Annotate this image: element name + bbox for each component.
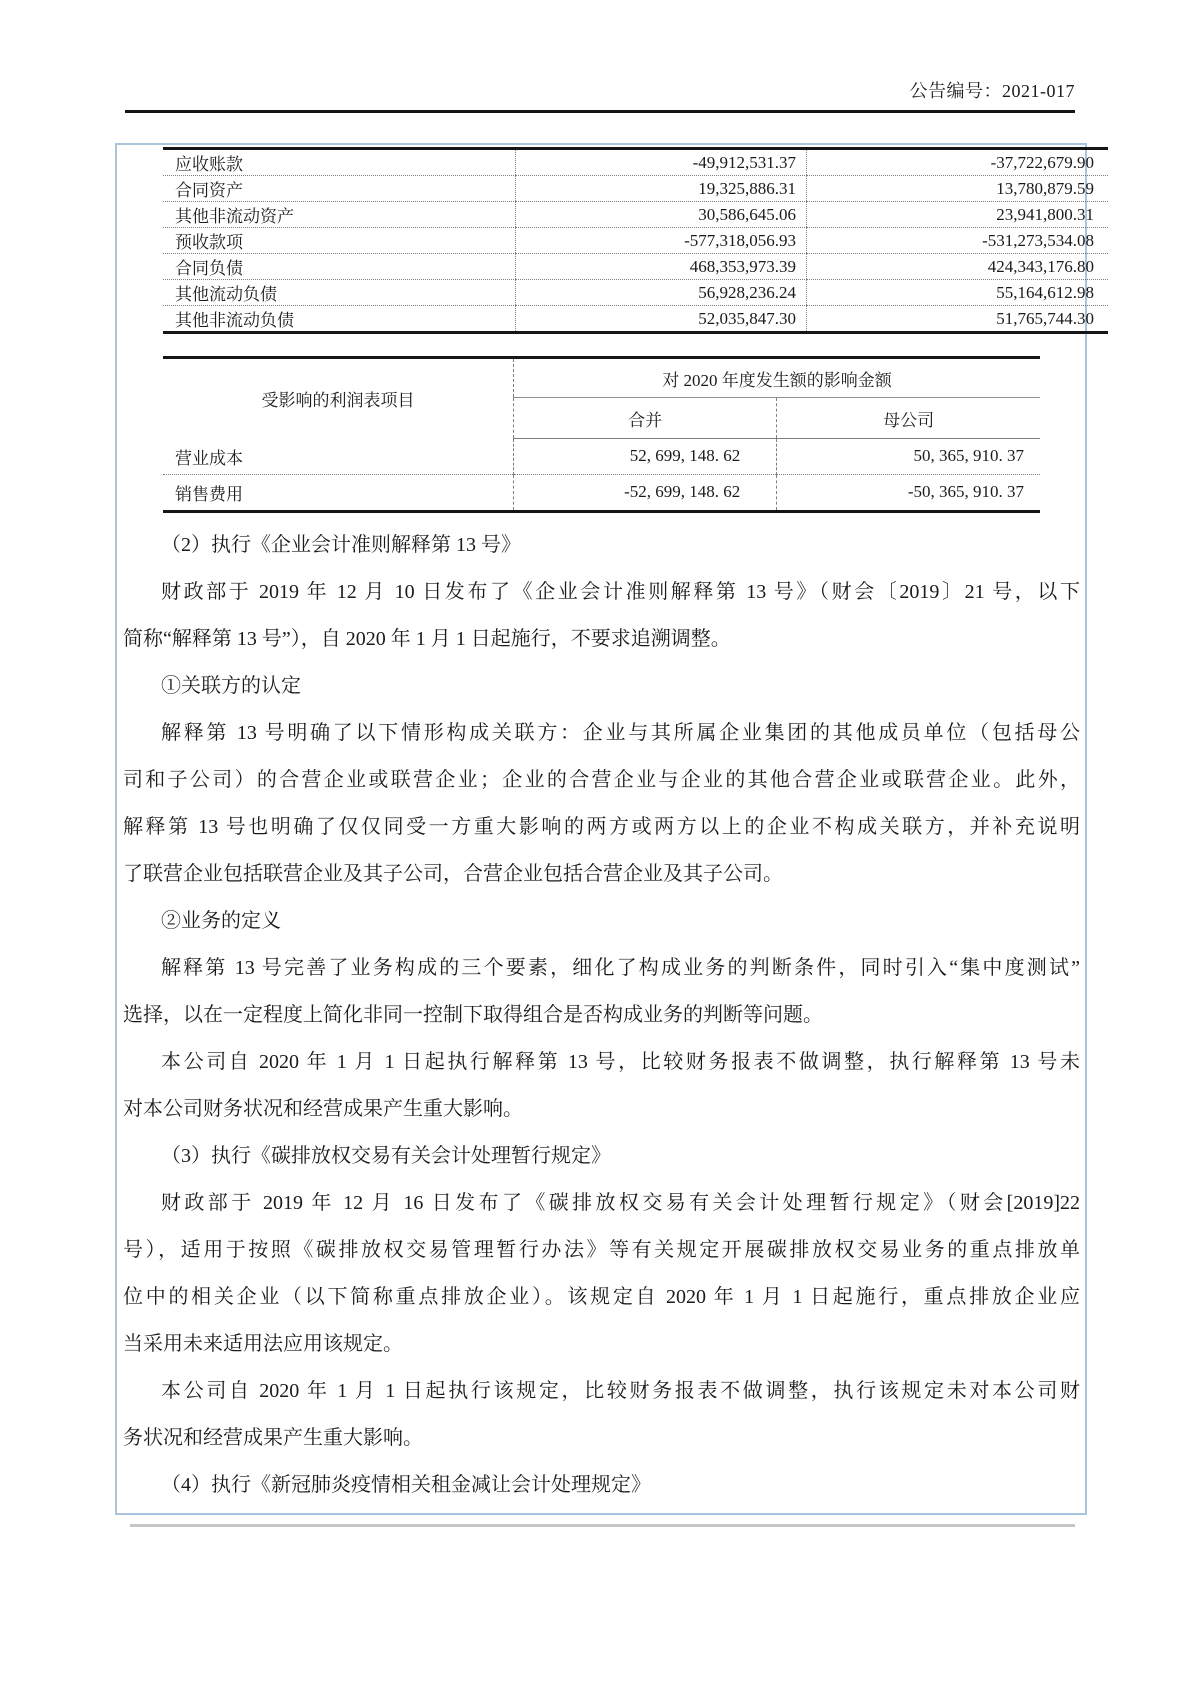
header-span-cell: 对 2020 年度发生额的影响金额 xyxy=(514,358,1041,398)
text-line: 位中的相关企业（以下简称重点排放企业）。该规定自 2020 年 1 月 1 日起施行，重点排放企业应 xyxy=(123,1286,1080,1308)
text-line-heading: （3）执行《碳排放权交易有关会计处理暂行规定》 xyxy=(161,1145,611,1167)
parent-cell: 424,343,176.80 xyxy=(807,254,1109,280)
parent-cell: -50, 365, 910. 37 xyxy=(777,474,1040,511)
consolidated-cell: 30,586,645.06 xyxy=(516,202,807,228)
text-line: 解释第 13 号完善了业务构成的三个要素，细化了构成业务的判断条件，同时引入“集中度测试” xyxy=(161,957,1080,979)
table-row xyxy=(163,439,1040,475)
parent-cell: 51,765,744.30 xyxy=(807,306,1109,333)
item-cell: 合同资产 xyxy=(163,176,516,202)
text-line-heading: （2）执行《企业会计准则解释第 13 号》 xyxy=(161,534,521,556)
consolidated-cell: 52,035,847.30 xyxy=(516,306,807,333)
subheader-consolidated-cell: 合并 xyxy=(514,398,777,439)
consolidated-cell: 468,353,973.39 xyxy=(516,254,807,280)
consolidated-cell: -577,318,056.93 xyxy=(516,228,807,254)
table-row xyxy=(163,202,1108,228)
text-line: 当采用未来适用法应用该规定。 xyxy=(123,1333,403,1355)
income-impact-table xyxy=(163,356,1040,513)
table-header-row xyxy=(163,358,1040,398)
table-row xyxy=(163,176,1108,202)
subheader-parent-cell: 母公司 xyxy=(777,398,1040,439)
balance-adjustment-table xyxy=(163,147,1108,334)
text-line: 了联营企业包括联营企业及其子公司，合营企业包括合营企业及其子公司。 xyxy=(123,863,783,885)
parent-cell: -37,722,679.90 xyxy=(807,149,1109,176)
parent-cell: 23,941,800.31 xyxy=(807,202,1109,228)
table-row xyxy=(163,228,1108,254)
consolidated-cell: 52, 699, 148. 62 xyxy=(514,439,777,475)
text-line: 财政部于 2019 年 12 月 16 日发布了《碳排放权交易有关会计处理暂行规定》（财会[2019]22 xyxy=(161,1192,1080,1214)
item-cell: 应收账款 xyxy=(163,149,516,176)
table-row xyxy=(163,306,1108,333)
consolidated-cell: -49,912,531.37 xyxy=(516,149,807,176)
text-line: 本公司自 2020 年 1 月 1 日起执行该规定，比较财务报表不做调整，执行该规定未对本公司财 xyxy=(161,1380,1080,1402)
item-cell: 合同负债 xyxy=(163,254,516,280)
text-line: 选择，以在一定程度上简化非同一控制下取得组合是否构成业务的判断等问题。 xyxy=(123,1004,823,1026)
item-cell: 其他非流动资产 xyxy=(163,202,516,228)
table-row xyxy=(163,254,1108,280)
parent-cell: -531,273,534.08 xyxy=(807,228,1109,254)
text-line: 简称“解释第 13 号”），自 2020 年 1 月 1 日起施行，不要求追溯调整。 xyxy=(123,628,731,650)
text-line: 对本公司财务状况和经营成果产生重大影响。 xyxy=(123,1098,523,1120)
parent-cell: 50, 365, 910. 37 xyxy=(777,439,1040,475)
text-line: 务状况和经营成果产生重大影响。 xyxy=(123,1427,423,1449)
consolidated-cell: -52, 699, 148. 62 xyxy=(514,474,777,511)
item-cell: 预收款项 xyxy=(163,228,516,254)
consolidated-cell: 56,928,236.24 xyxy=(516,280,807,306)
body-text xyxy=(123,522,1080,1509)
page-shadow-rule xyxy=(130,1524,1075,1527)
text-line-heading: ②业务的定义 xyxy=(161,910,281,932)
text-line-heading: ①关联方的认定 xyxy=(161,675,301,697)
parent-cell: 55,164,612.98 xyxy=(807,280,1109,306)
header-rule xyxy=(125,110,1075,113)
content-box xyxy=(115,143,1094,1515)
item-cell: 其他非流动负债 xyxy=(175,311,294,330)
table-row xyxy=(163,149,1108,176)
table-row xyxy=(163,474,1040,511)
doc-number: 公告编号：2021-017 xyxy=(909,81,1075,101)
text-line: 解释第 13 号也明确了仅仅同受一方重大影响的两方或两方以上的企业不构成关联方，并补充说明 xyxy=(123,816,1080,838)
text-line-heading: （4）执行《新冠肺炎疫情相关租金减让会计处理规定》 xyxy=(161,1474,651,1496)
item-cell: 营业成本 xyxy=(163,439,514,475)
consolidated-cell: 19,325,886.31 xyxy=(516,176,807,202)
table-row xyxy=(163,280,1108,306)
text-line: 本公司自 2020 年 1 月 1 日起执行解释第 13 号，比较财务报表不做调整，执行解释第 13 号未 xyxy=(161,1051,1080,1073)
header-item-cell: 受影响的利润表项目 xyxy=(261,391,415,411)
text-line: 解释第 13 号明确了以下情形构成关联方：企业与其所属企业集团的其他成员单位（包括母公 xyxy=(161,722,1080,744)
text-line: 号），适用于按照《碳排放权交易管理暂行办法》等有关规定开展碳排放权交易业务的重点排放单 xyxy=(123,1239,1080,1261)
text-line: 财政部于 2019 年 12 月 10 日发布了《企业会计准则解释第 13 号》（财会〔2019〕21 号，以下 xyxy=(161,581,1080,603)
item-cell: 其他流动负债 xyxy=(163,280,516,306)
text-line: 司和子公司）的合营企业或联营企业；企业的合营企业与企业的其他合营企业或联营企业。此外， xyxy=(123,769,1080,791)
item-cell: 销售费用 xyxy=(175,484,243,504)
parent-cell: 13,780,879.59 xyxy=(807,176,1109,202)
